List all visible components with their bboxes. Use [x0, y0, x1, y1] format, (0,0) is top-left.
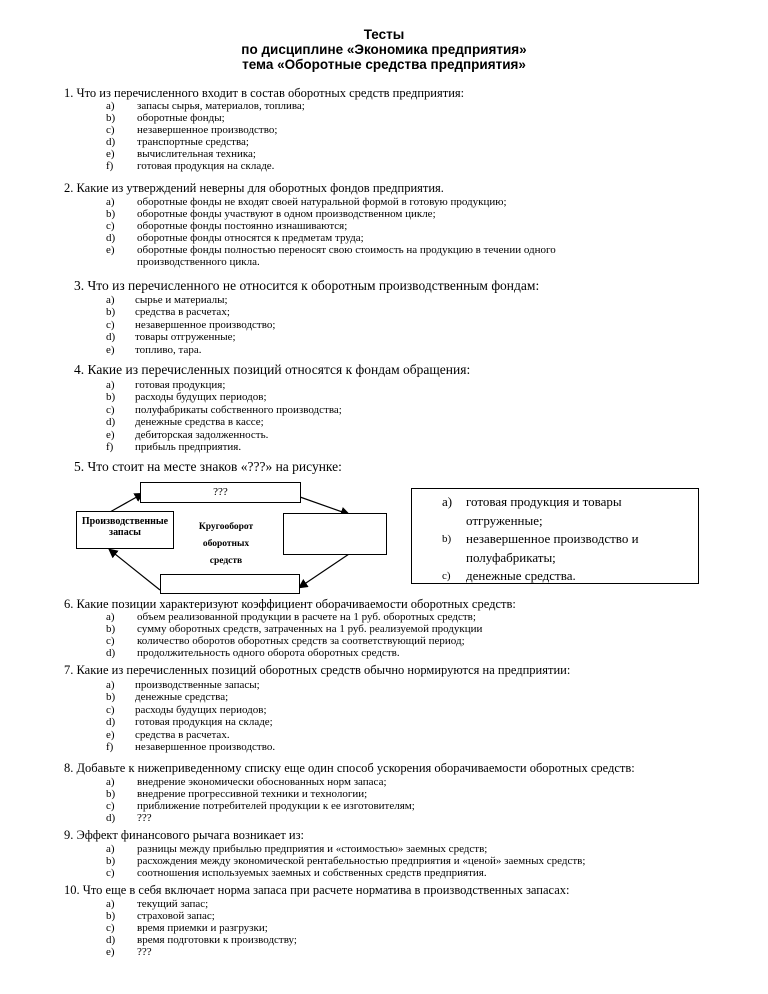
option-text: ???	[137, 946, 152, 959]
option-text: продолжительность одного оборота оборотных средств.	[137, 647, 400, 660]
option-text: денежные средства;	[135, 691, 229, 704]
option-text: оборотные фонды участвуют в одном производственном цикле;	[137, 208, 436, 221]
question-7: 7. Какие из перечисленных позиций оборотных средств обычно нормируются на предприятии:	[64, 663, 571, 677]
q5-answer-a-line1: готовая продукция и товары	[466, 494, 622, 509]
list-item	[106, 800, 415, 812]
question-7-options	[106, 679, 275, 753]
list-item	[106, 136, 305, 148]
question-9: 9. Эффект финансового рычага возникает из:	[64, 828, 305, 842]
option-letter: f)	[106, 441, 114, 454]
option-text: незавершенное производство;	[137, 124, 278, 137]
option-text: готовая продукция на складе.	[137, 160, 275, 173]
option-letter: b)	[106, 910, 116, 923]
option-text: страховой запас;	[137, 910, 215, 923]
option-letter: e)	[106, 343, 115, 356]
list-item	[106, 429, 342, 441]
option-letter: a)	[106, 294, 115, 306]
list-item	[106, 344, 275, 356]
list-item	[106, 124, 305, 136]
q5-answer-a	[412, 493, 698, 512]
option-letter: e)	[106, 946, 115, 959]
option-text: оборотные фонды;	[137, 112, 225, 125]
option-text: время подготовки к производству;	[137, 934, 297, 947]
option-text: производственные запасы;	[135, 679, 260, 691]
option-text: текущий запас;	[137, 898, 209, 910]
option-letter: c)	[106, 403, 115, 416]
option-text: количество оборотов оборотных средств за соответствующий период;	[137, 635, 465, 648]
q5-answer-b	[412, 530, 698, 549]
option-letter: c)	[106, 124, 115, 137]
option-text: товары отгруженные;	[135, 331, 236, 344]
question-4-options	[106, 379, 342, 453]
list-item	[106, 256, 556, 268]
diagram-center-line3: средств	[209, 556, 243, 566]
list-item	[106, 843, 585, 855]
option-text: расходы будущих периодов;	[135, 391, 267, 404]
option-text: незавершенное производство;	[135, 318, 276, 331]
q5-answer-c	[412, 567, 698, 586]
list-item	[106, 232, 556, 244]
diagram-center-label	[186, 519, 266, 570]
q5-answer-b-letter: b)	[442, 533, 452, 545]
list-item	[106, 934, 297, 946]
option-letter: a)	[106, 898, 115, 910]
page-title: Тесты	[363, 27, 405, 42]
list-item	[106, 441, 342, 453]
list-item	[106, 220, 556, 232]
option-text: готовая продукция;	[135, 379, 226, 391]
option-letter: d)	[106, 716, 116, 729]
option-letter: b)	[106, 391, 116, 404]
list-item	[106, 704, 275, 716]
list-item	[106, 776, 415, 788]
list-item	[106, 112, 305, 124]
option-letter: c)	[106, 318, 115, 331]
question-9-options	[106, 843, 585, 879]
question-1: 1. Что из перечисленного входит в состав оборотных средств предприятия:	[64, 86, 465, 100]
page-subtitle: по дисциплине «Экономика предприятия»	[241, 42, 527, 57]
question-2: 2. Какие из утверждений неверны для оборотных фондов предприятия.	[64, 181, 444, 195]
option-text: расходы будущих периодов;	[135, 703, 267, 716]
list-item	[106, 160, 305, 172]
option-letter: a)	[106, 196, 115, 208]
option-text: дебиторская задолженность.	[135, 428, 269, 441]
option-text: внедрение прогрессивной техники и технологии;	[137, 788, 368, 801]
option-letter: a)	[106, 100, 115, 112]
q5-answer-a-line2: отгруженные;	[466, 512, 543, 528]
option-letter: c)	[106, 635, 115, 648]
question-3-options	[106, 294, 275, 356]
option-letter: c)	[106, 867, 115, 880]
list-item	[106, 611, 482, 623]
option-text: сумму оборотных средств, затраченных на 1 руб. реализуемой продукции	[137, 623, 483, 636]
option-text: запасы сырья, материалов, топлива;	[137, 100, 305, 112]
question-6: 6. Какие позиции характеризуют коэффициент оборачиваемости оборотных средств:	[64, 597, 516, 611]
option-letter: c)	[106, 922, 115, 935]
option-text: оборотные фонды не входят своей натуральной формой в готовую продукцию;	[137, 196, 507, 208]
option-letter: d)	[106, 934, 116, 947]
option-letter: a)	[106, 379, 115, 391]
list-item	[106, 623, 482, 635]
list-item	[106, 331, 275, 343]
list-item	[106, 379, 342, 391]
option-text: прибыль предприятия.	[135, 441, 242, 454]
arrow-top-right	[300, 497, 348, 514]
list-item	[106, 635, 482, 647]
option-text: средства в расчетах;	[135, 306, 230, 319]
option-letter: a)	[106, 776, 115, 788]
option-text: денежные средства в кассе;	[135, 416, 264, 429]
diagram-left-box	[76, 511, 174, 549]
option-text: готовая продукция на складе;	[135, 716, 273, 729]
list-item	[106, 679, 275, 691]
list-item	[106, 910, 297, 922]
arrow-right-bottom	[300, 552, 352, 587]
list-item	[106, 391, 342, 403]
option-letter: d)	[106, 232, 116, 245]
list-item	[106, 306, 275, 318]
list-item	[106, 898, 297, 910]
option-letter: e)	[106, 148, 115, 161]
list-item	[106, 867, 585, 879]
question-5: 5. Что стоит на месте знаков «???» на рисунке:	[74, 459, 342, 474]
option-text: объем реализованной продукции в расчете на 1 руб. оборотных средств;	[137, 611, 476, 623]
list-item	[106, 855, 585, 867]
option-letter: b)	[106, 306, 116, 319]
question-4: 4. Какие из перечисленных позиций относятся к фондам обращения:	[74, 362, 471, 377]
option-letter: a)	[106, 679, 115, 691]
diagram-top-box	[140, 482, 301, 503]
option-text: внедрение экономически обоснованных норм запаса;	[137, 776, 387, 788]
option-letter: d)	[106, 647, 116, 660]
option-text: время приемки и разгрузки;	[137, 922, 268, 935]
list-item	[106, 404, 342, 416]
list-item	[106, 319, 275, 331]
q5-answer-b-line2: полуфабрикаты;	[466, 549, 556, 565]
option-text: полуфабрикаты собственного производства;	[135, 403, 342, 416]
diagram-center-line1: Кругооборот	[198, 522, 254, 532]
list-item	[106, 729, 275, 741]
option-letter: b)	[106, 623, 116, 636]
option-letter: b)	[106, 855, 116, 868]
list-item	[106, 294, 275, 306]
diagram-left-box-line2: запасы	[109, 527, 141, 538]
question-8-options	[106, 776, 415, 824]
option-text: разницы между прибылью предприятия и «стоимостью» заемных средств;	[137, 843, 488, 855]
option-text: приближение потребителей продукции к ее изготовителям;	[137, 800, 415, 813]
option-letter: d)	[106, 416, 116, 429]
option-text: оборотные фонды полностью переносят свою стоимость на продукцию в течении одного	[137, 244, 556, 257]
list-item	[106, 812, 415, 824]
option-letter: b)	[106, 691, 116, 704]
list-item	[106, 148, 305, 160]
list-item	[106, 716, 275, 728]
option-text: оборотные фонды постоянно изнашиваются;	[137, 220, 348, 233]
list-item	[106, 647, 482, 659]
option-letter: e)	[106, 728, 115, 741]
option-text: сырье и материалы;	[135, 294, 228, 306]
q5-answer-b-line1: незавершенное производство и	[466, 531, 639, 546]
option-letter: f)	[106, 160, 114, 173]
option-text: производственного цикла.	[137, 256, 260, 269]
option-letter: d)	[106, 136, 116, 149]
option-text: незавершенное производство.	[135, 741, 276, 754]
q5-answer-c-letter: c)	[442, 570, 451, 582]
q5-answer-c-line1: денежные средства.	[466, 568, 576, 583]
list-item	[106, 922, 297, 934]
list-item	[106, 196, 556, 208]
option-letter: c)	[106, 220, 115, 233]
list-item	[106, 946, 297, 958]
q5-answer-box	[411, 488, 699, 584]
diagram-right-box	[283, 513, 387, 555]
diagram-bottom-box	[160, 574, 300, 594]
option-letter: b)	[106, 112, 116, 125]
option-letter: c)	[106, 800, 115, 813]
option-letter: e)	[106, 428, 115, 441]
list-item	[106, 208, 556, 220]
option-text: ???	[137, 812, 152, 825]
option-letter: a)	[106, 611, 115, 623]
option-text: оборотные фонды относятся к предметам труда;	[137, 232, 364, 245]
diagram-left-box-line1: Производственные	[81, 516, 169, 527]
q5-answer-a-letter: a)	[442, 494, 453, 509]
option-text: средства в расчетах.	[135, 728, 230, 741]
option-letter: c)	[106, 703, 115, 716]
option-letter: b)	[106, 208, 116, 221]
option-text: соотношения используемых заемных и собственных средств предприятия.	[137, 867, 487, 880]
question-2-options	[106, 196, 556, 269]
option-text: вычислительная техника;	[137, 148, 256, 161]
question-10: 10. Что еще в себя включает норма запаса при расчете норматива в производственных запасах:	[64, 883, 570, 897]
option-letter: d)	[106, 812, 116, 825]
arrow-bottom-left	[110, 550, 160, 590]
list-item	[106, 691, 275, 703]
option-text: топливо, тара.	[135, 343, 202, 356]
list-item	[106, 244, 556, 256]
page-topic: тема «Оборотные средства предприятия»	[242, 57, 526, 72]
diagram-top-box-label: ???	[213, 486, 228, 498]
option-text: транспортные средства;	[137, 136, 249, 149]
list-item	[106, 100, 305, 112]
question-1-options	[106, 100, 305, 173]
option-letter: a)	[106, 843, 115, 855]
option-letter: f)	[106, 741, 114, 754]
list-item	[106, 741, 275, 753]
option-letter: d)	[106, 331, 116, 344]
question-6-options	[106, 611, 482, 659]
option-letter: e)	[106, 244, 115, 257]
question-8: 8. Добавьте к нижеприведенному списку еще один способ ускорения оборачиваемости оборотных средств:	[64, 761, 635, 775]
question-10-options	[106, 898, 297, 958]
list-item	[106, 788, 415, 800]
question-3: 3. Что из перечисленного не относится к оборотным производственным фондам:	[74, 278, 540, 293]
q5-answer-a-cont	[412, 512, 698, 531]
q5-answer-b-cont	[412, 549, 698, 568]
list-item	[106, 416, 342, 428]
diagram-center-line2: оборотных	[202, 539, 250, 549]
option-text: расхождения между экономической рентабельностью предприятия и «ценой» заемных средств;	[137, 855, 586, 868]
arrow-left-top	[110, 494, 142, 512]
option-letter: b)	[106, 788, 116, 801]
